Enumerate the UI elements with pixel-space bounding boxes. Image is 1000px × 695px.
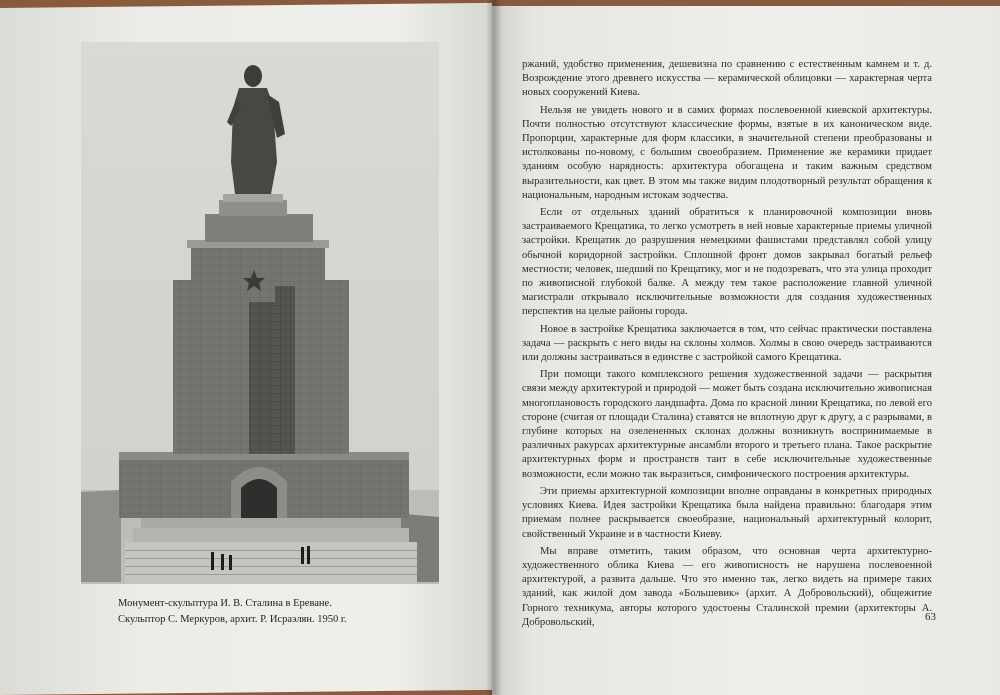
paragraph: Нельзя не увидеть нового и в самих формах послевоенной киевской архитектуры. Почти полностью отсутствуют классические формы, взятые в их каноническом виде. Пропорции, характерные для форм классики, в значительной степени преобразованы и истолкованы по-новому, с большим своеобразием. Применение же керамики придает зданиям особую нарядность: архитектура обогащена и таким важным средством выразительности, как цвет. В этом мы также видим плодотворный результат обращения к национальным, народным истокам зодчества.: [522, 104, 932, 201]
caption-line-1: Монумент-скульптура И. В. Сталина в Ереване.: [118, 598, 332, 609]
caption-line-2: Скульптор С. Меркуров, архит. Р. Исраэлян. 1950 г.: [118, 614, 347, 625]
monument-photo: [81, 42, 439, 584]
photo-caption: [118, 596, 418, 628]
page-number: 63: [925, 611, 936, 623]
paragraph: Новое в застройке Крещатика заключается в том, что сейчас практически поставлена задача — раскрыть с него виды на склоны холмов. Холмы в свою очередь застраиваются или должны застраиваться в единстве с застройкой самого Крещатика.: [522, 323, 932, 364]
paragraph: ржаний, удобство применения, дешевизна по сравнению с естественным камнем и т. д. Возрождение этого древнего искусства — керамической облицовки — характерная черта новых сооружений Киева.: [522, 59, 932, 99]
paragraph: При помощи такого комплексного решения художественной задачи — раскрытия связи между архитектурой и природой — может быть создана исключительно живописная многоплановость городского ландшафта. Дома по красной линии Крещатика, по левой его стороне (считая от площади Сталина) ставятся не вплотную друг к другу, а с разрывами, в глубине которых на озелененных склонах должны возникнуть воспринимаемые в различных ракурсах архитектурные ансамбли второго и третьего плана. Такое раскрытие архитектурных форм и пространств таит в себе исключительные художественные возможности, если можно так выразиться, симфонического построения архитектуры.: [522, 369, 932, 480]
book-gutter: [486, 0, 502, 695]
paragraph: Мы вправе отметить, таким образом, что основная черта архитектурно-художественного облика Киева — его живописность не нарушена послевоенной архитектурой, а развита дальше. Что это именно так, легко видеть на примере таких зданий, как жилой дом завода «Большевик» (архит. А Добровольский), общежитие Горного техникума, авторы которого удостоены Сталинской премии (архитекторы А. Добровольский,: [522, 545, 932, 628]
body-text-column: [522, 58, 932, 630]
paragraph: Если от отдельных зданий обратиться к планировочной композиции вновь застраиваемого Крещатика, то легко усмотреть в ней новые характерные приемы уличной застройки. Крещатик до разрушения немецкими фашистами представлял собой улицу обычной коридорной застройки. Сплошной фронт домов закрывал богатый рельеф местности; человек, шедший по Крещатику, мог и не подозревать, что эта улица проходит по живописной глубокой балке. А между тем такое расположение главной уличной магистрали открывало исключительные возможности для создания художественных перспектив на целые районы города.: [522, 207, 932, 318]
paragraph: Эти приемы архитектурной композиции вполне оправданы в конкретных природных условиях Киева. Идея застройки Крещатика была найдена правильно: благодаря этим приемам полнее раскрывается своеобразие, национальный архитектурный колорит, свойственный Украине и в частности Киеву.: [522, 485, 932, 540]
